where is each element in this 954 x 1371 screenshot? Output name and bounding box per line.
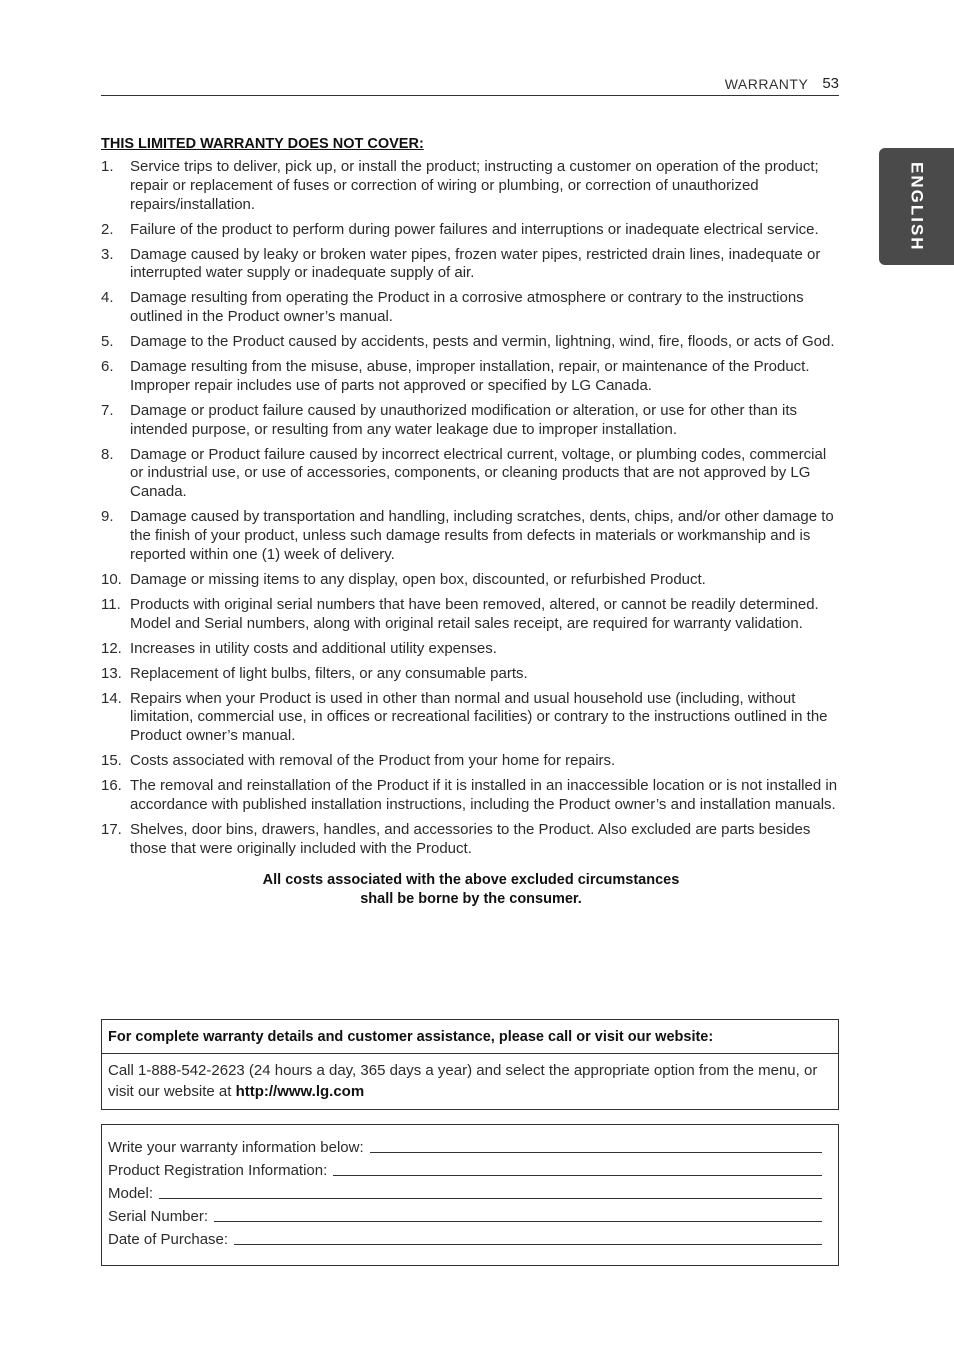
exclusions-list [101, 158, 841, 859]
list-item-number: 3. [101, 245, 114, 263]
cost-notice [101, 871, 841, 909]
form-line-blank[interactable] [333, 1174, 822, 1176]
contact-box-title: For complete warranty details and customer assistance, please call or visit our website: [102, 1020, 838, 1054]
list-item [101, 821, 841, 859]
form-line-label: Date of Purchase: [108, 1231, 229, 1248]
list-item-number: 8. [101, 445, 114, 463]
form-line-blank[interactable] [234, 1243, 822, 1245]
form-line-blank[interactable] [214, 1220, 822, 1222]
list-item [101, 221, 841, 240]
list-item-number: 13. [101, 664, 122, 682]
list-item-text: Repairs when your Product is used in other than normal and usual household use (including, without limitation, commercial use, in offices or recreational facilities) or contrary to the instructions outlined in the Product owner’s manual. [130, 689, 828, 745]
warranty-info-form [101, 1124, 839, 1266]
contact-box-body [102, 1054, 838, 1102]
list-item-text: Failure of the product to perform during power failures and interruptions or inadequate electrical service. [130, 220, 819, 238]
list-item-text: Products with original serial numbers that have been removed, altered, or cannot be readily determined. Model and Serial numbers, along with original retail sales receipt, are required for warranty validation. [130, 595, 819, 632]
list-item-text: Costs associated with removal of the Product from your home for repairs. [130, 752, 616, 770]
form-line-blank[interactable] [370, 1151, 822, 1153]
list-item [101, 665, 841, 684]
list-item [101, 333, 841, 352]
list-item-number: 1. [101, 158, 114, 175]
page-number: 53 [822, 75, 839, 92]
list-item [101, 777, 841, 815]
list-item-number: 14. [101, 689, 122, 707]
list-item-number: 17. [101, 820, 122, 838]
contact-text: Call 1-888-542-2623 (24 hours a day, 365 days a year) and select the appropriate option from the menu, or visit our website at [108, 1062, 818, 1100]
list-item-text: Damage caused by transportation and handling, including scratches, dents, chips, and/or other damage to the finish of your product, unless such damage results from defects in materials or workmanship and is reported within one (1) week of delivery. [130, 508, 834, 563]
form-line [108, 1139, 822, 1156]
list-item-text: Increases in utility costs and additional utility expenses. [130, 639, 497, 657]
list-item-text: Damage or Product failure caused by incorrect electrical current, voltage, or plumbing codes, commercial or industrial use, or use of accessories, components, or cleaning products that are not approved by LG Canada. [130, 445, 827, 501]
page-header [101, 72, 839, 96]
form-line [108, 1185, 822, 1202]
list-item [101, 508, 841, 564]
form-line [108, 1231, 822, 1248]
list-item [101, 246, 841, 284]
website-link[interactable]: http://www.lg.com [235, 1083, 365, 1100]
list-item [101, 158, 841, 214]
list-item-text: Replacement of light bulbs, filters, or any consumable parts. [130, 664, 528, 682]
list-item [101, 571, 841, 590]
form-line [108, 1162, 822, 1179]
list-item-number: 5. [101, 333, 114, 351]
list-item-number: 12. [101, 639, 122, 657]
list-item-number: 9. [101, 508, 114, 526]
form-line-label: Model: [108, 1185, 154, 1202]
cost-notice-line-2: shall be borne by the consumer. [360, 890, 582, 907]
list-item [101, 402, 841, 440]
section-title: WARRANTY [724, 76, 809, 92]
contact-box [101, 1019, 839, 1110]
list-item [101, 358, 841, 396]
list-item [101, 446, 841, 502]
cost-notice-line-1: All costs associated with the above excluded circumstances [262, 871, 680, 888]
form-line-blank[interactable] [159, 1197, 822, 1199]
language-tab-label: ENGLISH [907, 161, 927, 252]
form-line [108, 1208, 822, 1225]
list-item-number: 15. [101, 752, 122, 770]
list-item-text: Damage to the Product caused by accidents, pests and vermin, lightning, wind, fire, floods, or acts of God. [130, 333, 835, 351]
list-item-number: 6. [101, 358, 114, 376]
list-item-text: Damage resulting from operating the Product in a corrosive atmosphere or contrary to the instructions outlined in the Product owner’s manual. [130, 289, 804, 326]
form-line-label: Serial Number: [108, 1208, 209, 1225]
list-item [101, 752, 841, 771]
list-item-text: The removal and reinstallation of the Product if it is installed in an inaccessible location or is not installed in accordance with published installation instructions, including the Product owner’s and installation manuals. [130, 777, 838, 813]
exclusions-heading: THIS LIMITED WARRANTY DOES NOT COVER: [101, 136, 424, 152]
list-item-number: 7. [101, 401, 114, 419]
list-item [101, 289, 841, 327]
list-item-number: 2. [101, 220, 114, 238]
language-tab [879, 148, 954, 265]
list-item-number: 4. [101, 289, 114, 307]
list-item-number: 10. [101, 570, 122, 588]
list-item-text: Damage resulting from the misuse, abuse, improper installation, repair, or maintenance of the Product. Improper repair includes use of parts not approved or specified by LG Canada. [130, 358, 810, 394]
form-line-label: Product Registration Information: [108, 1162, 328, 1179]
list-item [101, 640, 841, 659]
list-item-number: 16. [101, 777, 122, 795]
list-item-text: Service trips to deliver, pick up, or install the product; instructing a customer on operation of the product; repair or replacement of fuses or correction of wiring or plumbing, or correction of unauthorized repairs/installation. [130, 158, 819, 213]
list-item-text: Shelves, door bins, drawers, handles, and accessories to the Product. Also excluded are parts besides those that were originally included with the Product. [130, 820, 811, 857]
list-item [101, 596, 841, 634]
list-item [101, 690, 841, 746]
warranty-exclusions [101, 136, 841, 909]
list-item-text: Damage or missing items to any display, open box, discounted, or refurbished Product. [130, 570, 706, 588]
list-item-text: Damage caused by leaky or broken water pipes, frozen water pipes, restricted drain lines, inadequate or interrupted water supply or inadequate supply of air. [130, 245, 821, 282]
form-line-label: Write your warranty information below: [108, 1139, 364, 1156]
list-item-number: 11. [101, 595, 121, 613]
list-item-text: Damage or product failure caused by unauthorized modification or alteration, or use for other than its intended purpose, or resulting from any water leakage due to improper installation. [130, 401, 798, 438]
